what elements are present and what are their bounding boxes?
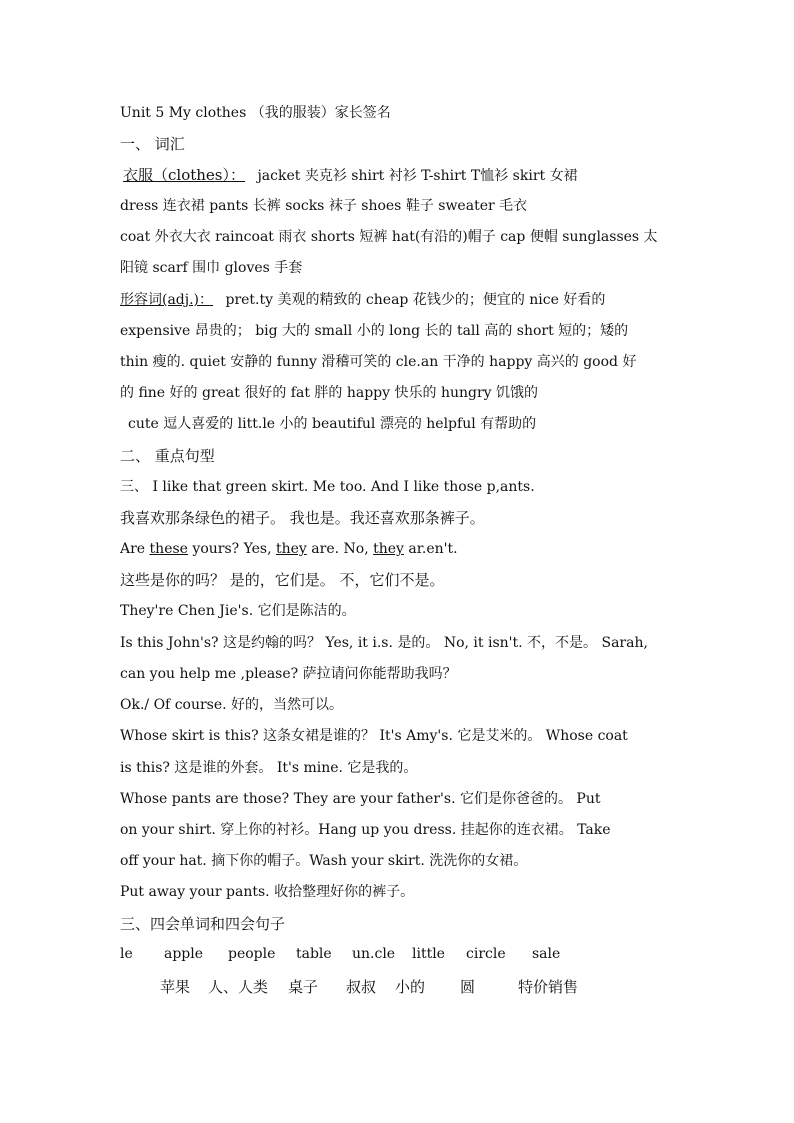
- word-translation: 桌子: [288, 978, 319, 996]
- s3-underlined-they-2: they: [373, 541, 404, 557]
- sentence-line-1: 三、 I like that green skirt. Me too. And I like those p,ants.: [120, 479, 535, 495]
- adjective-words-1: pret.ty 美观的精致的 cheap 花钱少的；便宜的 nice 好看的: [225, 292, 606, 308]
- clothes-vocab-line-4: 阳镜 scarf 围巾 gloves 手套: [120, 260, 303, 276]
- word-translation: 特价销售: [518, 978, 579, 996]
- word-item: le: [120, 946, 133, 962]
- word-translation: 圆: [460, 978, 476, 996]
- clothes-vocab-line-2: dress 连衣裙 pants 长裤 socks 袜子 shoes 鞋子 sweater 毛衣: [120, 198, 528, 214]
- word-item: sale: [532, 946, 561, 962]
- adjective-line-5: cute 逗人喜爱的 litt.le 小的 beautiful 漂亮的 helpful 有帮助的: [128, 416, 537, 432]
- sentence-line-8: Ok./ Of course. 好的，当然可以。: [120, 697, 344, 713]
- sentence-line-11: Whose pants are those? They are your father's. 它们是你爸爸的。 Put: [120, 791, 601, 807]
- adjective-label: 形容词(adj.)：: [120, 292, 214, 308]
- sentence-line-10: is this? 这是谁的外套。 It's mine. 它是我的。: [120, 760, 418, 776]
- clothes-words-1: jacket 夹克衫 shirt 衬衫 T-shirt T恤衫 skirt 女裙: [257, 168, 578, 184]
- sentence-line-3: [120, 539, 458, 559]
- clothes-label: 衣服（clothes）：: [123, 166, 245, 184]
- s3-underlined-they-1: they: [276, 541, 307, 557]
- word-item: un.cle: [352, 946, 396, 962]
- adjective-line-3: thin 瘦的. quiet 安静的 funny 滑稽可笑的 cle.an 干净的 happy 高兴的 good 好: [120, 354, 637, 370]
- clothes-vocab-line-3: coat 外衣大衣 raincoat 雨衣 shorts 短裤 hat(有沿的)帽子 cap 便帽 sunglasses 太: [120, 229, 658, 245]
- section-key-sentences-heading: 二、 重点句型: [120, 447, 215, 465]
- adjective-line-2: expensive 昂贵的； big 大的 small 小的 long 长的 tall 高的 short 短的；矮的: [120, 323, 629, 339]
- section-four-skills-heading: 三、四会单词和四会句子: [120, 915, 286, 933]
- word-item: little: [412, 946, 445, 962]
- s3-part-c: yours? Yes,: [187, 541, 276, 557]
- sentence-line-4: 这些是你的吗？ 是的，它们是。 不，它们不是。: [120, 571, 445, 589]
- word-translation: 小的: [395, 978, 426, 996]
- page-title: Unit 5 My clothes （我的服装）家长签名: [120, 105, 391, 121]
- s3-part-e: are. No,: [306, 541, 374, 557]
- word-item: circle: [466, 946, 506, 962]
- sentence-line-13: off your hat. 摘下你的帽子。Wash your skirt. 洗洗你的女裙。: [120, 853, 528, 869]
- sentence-line-14: Put away your pants. 收拾整理好你的裤子。: [120, 884, 415, 900]
- s3-underlined-these: these: [149, 541, 188, 557]
- sentence-line-9: Whose skirt is this? 这条女裙是谁的？ It's Amy's. 它是艾米的。 Whose coat: [120, 728, 628, 744]
- section-vocabulary-heading: 一、 词汇: [120, 135, 185, 153]
- sentence-line-7: can you help me ,please? 萨拉请问你能帮助我吗？: [120, 666, 457, 682]
- word-item: people: [228, 946, 276, 962]
- sentence-line-2: 我喜欢那条绿色的裙子。 我也是。我还喜欢那条裤子。: [120, 509, 485, 527]
- word-item: table: [296, 946, 332, 962]
- sentence-line-5: They're Chen Jie's. 它们是陈洁的。: [120, 603, 356, 619]
- word-translation: 苹果: [160, 978, 191, 996]
- word-translation: 叔叔: [346, 978, 377, 996]
- sentence-line-12: on your shirt. 穿上你的衬衫。Hang up you dress. 挂起你的连衣裙。 Take: [120, 822, 611, 838]
- adjective-line-1: [120, 290, 605, 310]
- word-translation: 人、人类: [208, 978, 269, 996]
- s3-part-g: ar.en't.: [403, 541, 458, 557]
- word-item: apple: [164, 946, 204, 962]
- adjective-line-4: 的 fine 好的 great 很好的 fat 胖的 happy 快乐的 hungry 饥饿的: [120, 385, 539, 401]
- sentence-line-6: Is this John's? 这是约翰的吗？ Yes, it i.s. 是的。 No, it isn't. 不，不是。 Sarah,: [120, 635, 648, 651]
- s3-part-a: Are: [120, 541, 150, 557]
- clothes-vocab-line-1: [120, 165, 578, 186]
